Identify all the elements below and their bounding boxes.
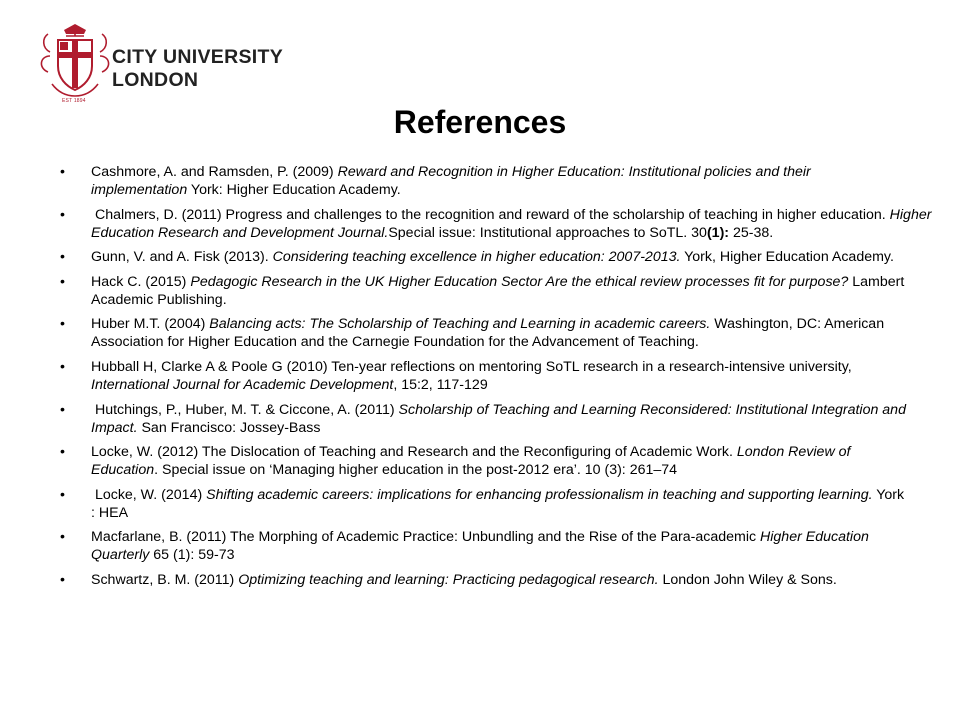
bullet-icon: • [60,316,65,333]
bullet-icon: • [60,571,65,588]
bullet-icon: • [60,206,65,223]
reference-item: • Macfarlane, B. (2011) The Morphing of Academic Practice: Unbundling and the Rise of the Para-academic Higher Education Quarterly 65 (1): 59-73 [60,529,869,564]
bullet-icon: • [60,401,65,418]
bullet-icon: • [60,486,65,503]
bullet-icon: • [60,249,65,266]
reference-item: • Hack C. (2015) Pedagogic Research in the UK Higher Education Sector Are the ethical review processes fit for purpose? Lambert Academic Publishing. [60,273,905,308]
reference-item: • Locke, W. (2014) Shifting academic careers: implications for enhancing professionalism in teaching and supporting learning. York : HEA [60,486,905,521]
logo-wordmark [112,46,283,92]
reference-list [60,163,932,596]
university-logo [40,22,290,110]
logo-city: LONDON [112,69,199,91]
reference-item: • Cashmore, A. and Ramsden, P. (2009) Reward and Recognition in Higher Education: Institutional policies and their implementation York: Higher Education Academy. [60,164,811,198]
reference-item: • Gunn, V. and A. Fisk (2013). Considering teaching excellence in higher education: 2007-2013. York, Higher Education Academy. [60,249,894,266]
reference-item: • Huber M.T. (2004) Balancing acts: The Scholarship of Teaching and Learning in academic careers. Washington, DC: American Association for Higher Education and the Carnegie Foundation for the Advancement of Teaching. [60,316,885,351]
reference-item: • Chalmers, D. (2011) Progress and challenges to the recognition and reward of the scholarship of teaching in higher education. Higher Education Research and Development Journal.Special issue: Institutional approaches to SoTL. 30(1): 25-38. [60,206,932,241]
bullet-icon: • [60,358,65,375]
page-title: References [393,104,567,140]
bullet-icon: • [60,164,65,180]
reference-item: • Schwartz, B. M. (2011) Optimizing teaching and learning: Practicing pedagogical research. London John Wiley & Sons. [60,571,837,588]
bullet-icon: • [60,529,65,546]
crest-icon [40,22,110,106]
bullet-icon: • [60,444,65,461]
logo-est: EST 1894 [62,98,86,104]
reference-item: • Hutchings, P., Huber, M. T. & Ciccone, A. (2011) Scholarship of Teaching and Learning Reconsidered: Institutional Integration and Impact. San Francisco: Jossey-Bass [60,401,906,436]
reference-item: • Locke, W. (2012) The Dislocation of Teaching and Research and the Reconfiguring of Academic Work. London Review of Education. Special issue on ‘Managing higher education in the post-2012 era’. 10 (3): 261–74 [60,444,851,479]
logo-name: CITY UNIVERSITY [112,46,284,68]
bullet-icon: • [60,273,65,290]
reference-item: • Hubball H, Clarke A & Poole G (2010) Ten-year reflections on mentoring SoTL research in a research-intensive university, International Journal for Academic Development, 15:2, 117-129 [60,358,852,393]
